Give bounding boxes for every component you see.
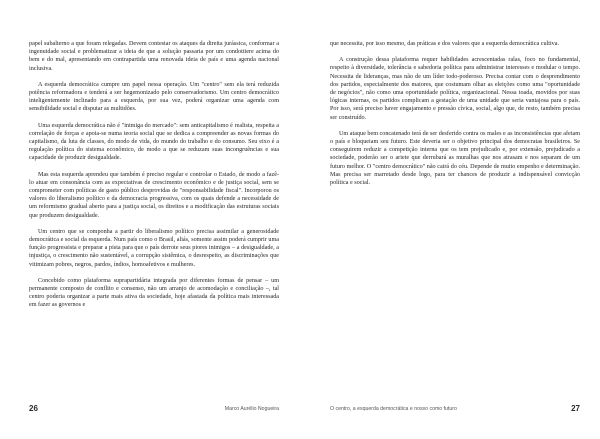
- paragraph: que necessita, por isso mesmo, das práticas e dos valores que a esquerda democrática cultiva.: [330, 41, 559, 47]
- right-page: [300, 0, 600, 439]
- left-footer: [29, 404, 279, 414]
- paragraph: Concebido como plataforma suprapartidária integrada por diferentes formas de pensar – um permanente composto de conflito e consenso, não um arranjo de acomodação e conciliação –, tal centro poderia organizar a parte mais ativa da sociedade, hoje afastada da política mais interessada em fazer as governos e: [29, 277, 279, 309]
- page-number: 27: [571, 404, 580, 413]
- paragraph: A construção dessa plataforma requer habilidades acrescentadas ralas, foco no fundamental, respeito à diversidade, tolerância e sabedoria política para administrar interesses e modular o tempo. Necessita de lideranças, mas não de um líder todo-poderoso. Precisa contar com o desprendimento dos partidos, especialmente dos maiores, que costumam olhar as eleições como uma "oportunidade de negócios", não como uma oportunidade política, organizacional. Nessa toada, movidos por suas lógicas internas, os partidos complicam a gestação de uma unidade que seria vantajosa para o país. Por isso, será preciso haver engajamento e pressão cívica, social, algo que, de resto, também precisa ser construído.: [330, 57, 580, 121]
- paragraph: Mas esta esquerda aprendeu que também é preciso regular e controlar o Estado, de modo a fazê-lo atuar em consonância com as expectativas de crescimento econômico e de justiça social, sem se comprometer com políticas de gasto público desprovidas de "responsabilidade fiscal". Incorporou os valores do liberalismo político e da democracia progressiva, com os quais defende a necessidade de um reformismo gradual aberto para a justiça social, os direitos e a modificação das estruturas sociais que produzem desigualdade.: [29, 171, 279, 219]
- running-header: Marco Aurélio Nogueira: [224, 406, 279, 412]
- paragraph: papel subalterno a que foram relegadas. Devem contestar os ataques da direita jurássica, conformar a ingenuidade social e problematizar a ideia de que a solução passaria por um condottiere acima do bem e do mal, apresentando em contrapartida uma renovada ideia de país e uma agenda nacional inclusiva.: [29, 41, 279, 72]
- right-footer: [330, 404, 580, 414]
- running-header: O centro, a esquerda democrática e nosso como futuro: [330, 406, 457, 412]
- left-text-column: [29, 40, 279, 310]
- paragraph: Um centro que se componha a partir do liberalismo político precisa assimilar a generosidade democrática e social da esquerda. Num país como o Brasil, aliás, somente assim poderá cumprir uma função progressista e preparar a pista para que o país derrote seus piores inimigos – a desigualdade, a injustiça, o crescimento não sustentável, a corrupção sistêmica, o desrespeito, as discriminações que vitimizam pobres, negros, pardos, índios, homoafetivos e mulheres.: [29, 228, 279, 268]
- page-number: 26: [29, 404, 38, 413]
- paragraph: Um ataque bem concatenado terá de ser desferido contra os males e as inconsistências que afetam o país e bloqueiam seu futuro. Este deveria ser o objetivo principal dos democratas brasileiros. Se conseguirem reduzir a competição interna que os tem prejudicado e, por extensão, prejudicado a sociedade, poderão ser o ariete que derrubará as muralhas que nos atrasam e nos separam de um futuro melhor. O "centro democrático" não cairá do céu. Depende de muito empenho e determinação. Mas precisa ser marretado desde logo, para ter chances de produzir a indispensável convicção política e social.: [330, 130, 580, 187]
- paragraph: Uma esquerda democrática não é "inimiga do mercado": sem anticapitalismo é realista, respeita a correlação de forças e apoia-se numa teoria social que se dedica a compreender as novas formas do capitalismo, da luta de classes, do modo de vida, do mundo do trabalho e do consumo. Seu eixo é a regulação política do sistema econômico, de modo a que se reduzam suas incongruências e sua capacidade de produzir desigualdade.: [29, 122, 279, 162]
- right-text-column: [330, 40, 580, 187]
- paragraph: A esquerda democrática cumpre um papel nessa operação. Um "centro" sem ela terá reduzida potência reformadora e tenderá a ser hegemonizado pelo conservadorismo. Um centro democrático inteligentemente inclinado para a esquerda, por sua vez, poderá organizar uma agenda com sensibilidade social e disputar as multidões.: [29, 81, 279, 113]
